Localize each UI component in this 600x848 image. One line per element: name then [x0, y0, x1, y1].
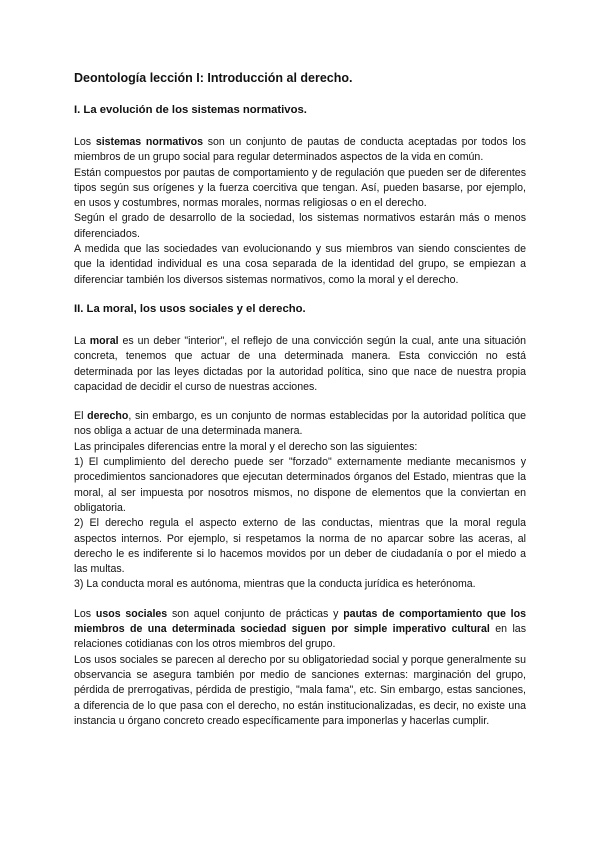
list-item-diferencia-3: 3) La conducta moral es autónoma, mientras que la conducta jurídica es heterónoma. [74, 578, 476, 591]
paragraph-diferencias-intro: Las principales diferencias entre la moral y el derecho son las siguientes: [74, 440, 418, 453]
paragraph-usos-sociales-sanciones: Los usos sociales se parecen al derecho por su obligatoriedad social y porque generalmente su observancia se asegura también por medio de sanciones externas: marginación del grupo, pérdida de prerrogativas, pérdida de prestigio, "mala fama", etc. Sin embargo, estas sanciones, a diferencia de lo que pasa con el derecho, no están institucionalizadas, es decir, no existe una instancia u órgano concreto creado específicamente para imponerlas y hacerlas cumplir. [74, 653, 526, 727]
paragraph-derecho [74, 409, 526, 440]
bold-phrase: pautas de comportamiento que los miembros de una determinada sociedad siguen por simple imperativo cultural [74, 607, 526, 636]
paragraph-evolucion: A medida que las sociedades van evolucionando y sus miembros van siendo conscientes de que la identidad individual es una cosa separada de la identidad del grupo, se empiezan a diferenciar también los diversos sistemas normativos, como la moral y el derecho. [74, 243, 526, 286]
paragraph-composicion: Están compuestos por pautas de comportamiento y de regulación que pueden ser de diferentes tipos según sus orígenes y la fuerza coercitiva que tengan. Así, pueden basarse, por ejemplo, en usos y costumbres, normas morales, normas religiosas o en el derecho. [74, 166, 526, 210]
section-heading-2: II. La moral, los usos sociales y el derecho. [74, 302, 306, 315]
bold-term: moral [89, 334, 119, 347]
paragraph-usos-sociales [74, 607, 526, 653]
text-run: , sin embargo, es un conjunto de normas establecidas por la autoridad política que nos obliga a actuar de una determinada manera. [74, 410, 527, 438]
text-run: Los [74, 607, 96, 620]
list-item-diferencia-1: 1) El cumplimiento del derecho puede ser "forzado" externamente mediante mecanismos y procedimientos sancionadores que ejecutan determinados órganos del Estado, mientras que la moral, al ser impuesta por nosotros mismos, no dispone de elementos que la conviertan en obligatoria. [74, 456, 526, 514]
text-run: son aquel conjunto de prácticas y [167, 607, 344, 620]
paragraph-grado-desarrollo: Según el grado de desarrollo de la sociedad, los sistemas normativos estarán más o menos diferenciados. [74, 212, 526, 240]
text-run: La [74, 334, 90, 347]
paragraph-moral [74, 334, 526, 395]
bold-term: sistemas normativos [95, 136, 203, 148]
list-item-diferencia-2: 2) El derecho regula el aspecto externo de las conductas, mientras que la moral regula aspectos internos. Por ejemplo, si respetamos la norma de no aparcar sobre las aceras, al derecho le es indiferente si lo hacemos movidos por un deber de ciudadanía o por el miedo a las multas. [74, 517, 526, 576]
text-run: en las relaciones cotidianas con los otros miembros del grupo. [74, 623, 527, 651]
bold-term: usos sociales [95, 607, 168, 620]
spacer [74, 593, 526, 607]
text-run: es un deber "interior", el reflejo de una convicción según la cual, ante una situación concreta, tenemos que actuar de una determinada manera. Esta convicción no está determinada por las leyes dictadas por la autoridad política, sino que nace de nuestra propia capacidad de decidir el curso de nuestras acciones. [74, 334, 526, 393]
text-run: El [74, 410, 88, 423]
spacer [74, 395, 526, 409]
paragraph-sistemas-normativos [74, 135, 526, 166]
document-title: Deontología lección I: Introducción al derecho. [74, 71, 353, 85]
text-run: son un conjunto de pautas de conducta aceptadas por todos los miembros de un grupo social para regular determinados aspectos de la vida en común. [74, 136, 526, 164]
spacer [74, 288, 526, 302]
section-heading-1: I. La evolución de los sistemas normativos. [74, 104, 307, 116]
text-run: Los [74, 136, 96, 148]
bold-term: derecho [87, 410, 129, 423]
